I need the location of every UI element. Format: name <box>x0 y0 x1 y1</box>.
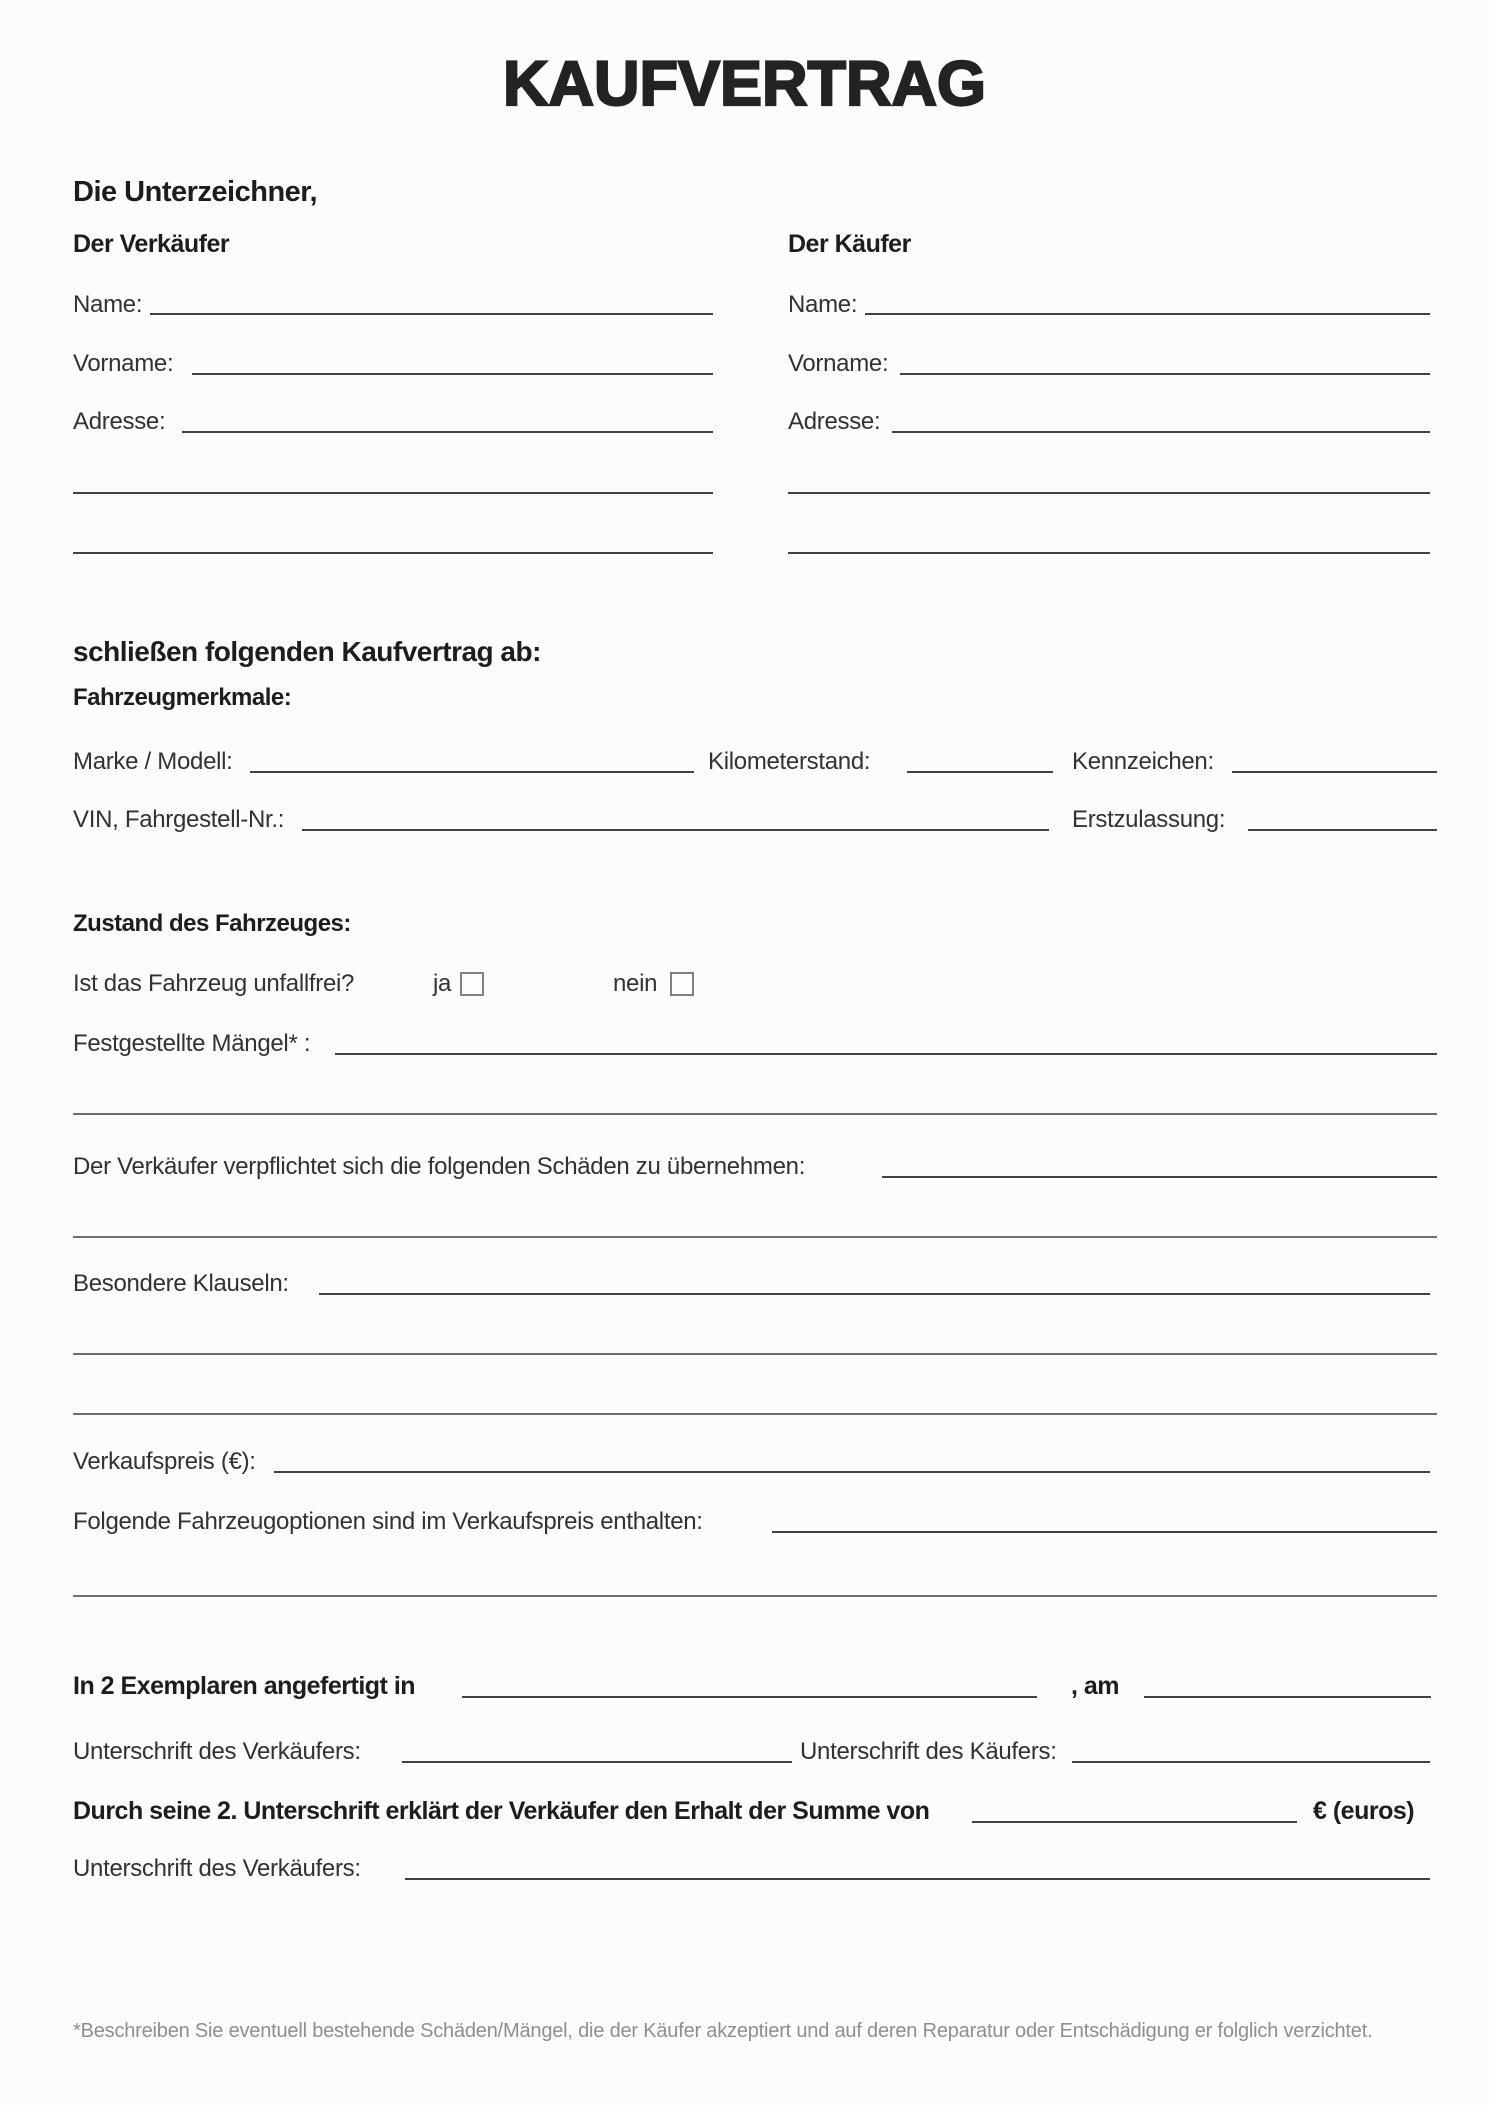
buyer-adresse-field-line2[interactable] <box>788 492 1430 494</box>
copies-label: In 2 Exemplaren angefertigt in <box>73 1672 416 1700</box>
accident-no-checkbox[interactable] <box>670 972 694 996</box>
defects-field-line2[interactable] <box>73 1113 1437 1115</box>
seller-vorname-label: Vorname: <box>73 350 174 377</box>
buyer-adresse-field[interactable] <box>892 431 1430 433</box>
vehicle-heading: Fahrzeugmerkmale: <box>73 684 292 711</box>
vin-label: VIN, Fahrgestell-Nr.: <box>73 806 285 833</box>
kilometerstand-field[interactable] <box>907 771 1053 773</box>
accident-question-label: Ist das Fahrzeug unfallfrei? <box>73 970 355 997</box>
buyer-vorname-field[interactable] <box>900 373 1430 375</box>
contract-heading: schließen folgenden Kaufvertrag ab: <box>73 636 541 667</box>
seller-adresse-field-line3[interactable] <box>73 552 713 554</box>
footnote: *Beschreiben Sie eventuell bestehende Schäden/Mängel, die der Käufer akzeptiert und auf deren Reparatur oder Entschädigung er folglich verzichtet. <box>73 2020 1373 2042</box>
erstzulassung-field[interactable] <box>1248 829 1437 831</box>
seller-signature-label: Unterschrift des Verkäufers: <box>73 1738 361 1765</box>
buyer-heading: Der Käufer <box>788 230 911 258</box>
kennzeichen-field[interactable] <box>1232 771 1437 773</box>
vin-field[interactable] <box>302 829 1049 831</box>
damages-field[interactable] <box>882 1176 1437 1178</box>
date-label: , am <box>1071 1672 1120 1700</box>
buyer-name-field[interactable] <box>865 313 1430 315</box>
buyer-signature-label: Unterschrift des Käufers: <box>800 1738 1057 1765</box>
seller-name-label: Name: <box>73 291 143 318</box>
kennzeichen-label: Kennzeichen: <box>1072 748 1214 775</box>
clauses-field-line3[interactable] <box>73 1413 1437 1415</box>
receipt-label: Durch seine 2. Unterschrift erklärt der Verkäufer den Erhalt der Summe von <box>73 1797 930 1825</box>
clauses-label: Besondere Klauseln: <box>73 1270 289 1297</box>
seller-name-field[interactable] <box>150 313 713 315</box>
clauses-field[interactable] <box>319 1293 1430 1295</box>
intro-heading: Die Unterzeichner, <box>73 176 318 208</box>
seller-vorname-field[interactable] <box>192 373 713 375</box>
accident-yes-checkbox[interactable] <box>460 972 484 996</box>
date-field[interactable] <box>1144 1696 1431 1698</box>
seller-adresse-label: Adresse: <box>73 408 166 435</box>
damages-label: Der Verkäufer verpflichtet sich die folgenden Schäden zu übernehmen: <box>73 1153 806 1180</box>
price-field[interactable] <box>274 1471 1430 1473</box>
marke-field[interactable] <box>250 771 694 773</box>
seller-signature2-label: Unterschrift des Verkäufers: <box>73 1855 361 1882</box>
clauses-field-line2[interactable] <box>73 1353 1437 1355</box>
buyer-vorname-label: Vorname: <box>788 350 889 377</box>
seller-signature2-field[interactable] <box>405 1878 1430 1880</box>
condition-heading: Zustand des Fahrzeuges: <box>73 910 351 937</box>
price-label: Verkaufspreis (€): <box>73 1448 256 1475</box>
page-title: KAUFVERTRAG <box>503 49 986 119</box>
defects-field[interactable] <box>335 1053 1437 1055</box>
defects-label: Festgestellte Mängel* : <box>73 1030 311 1057</box>
erstzulassung-label: Erstzulassung: <box>1072 806 1226 833</box>
marke-label: Marke / Modell: <box>73 748 233 775</box>
buyer-adresse-field-line3[interactable] <box>788 552 1430 554</box>
options-label: Folgende Fahrzeugoptionen sind im Verkaufspreis enthalten: <box>73 1508 703 1535</box>
accident-yes-label: ja <box>433 970 452 997</box>
buyer-name-label: Name: <box>788 291 858 318</box>
accident-no-label: nein <box>613 970 658 997</box>
options-field-line2[interactable] <box>73 1595 1437 1597</box>
options-field[interactable] <box>772 1531 1437 1533</box>
seller-heading: Der Verkäufer <box>73 230 230 258</box>
seller-adresse-field[interactable] <box>182 431 713 433</box>
buyer-adresse-label: Adresse: <box>788 408 881 435</box>
sum-field[interactable] <box>972 1821 1297 1823</box>
place-field[interactable] <box>462 1696 1037 1698</box>
buyer-signature-field[interactable] <box>1072 1761 1430 1763</box>
currency-label: € (euros) <box>1313 1797 1415 1825</box>
kilometerstand-label: Kilometerstand: <box>708 748 871 775</box>
seller-adresse-field-line2[interactable] <box>73 492 713 494</box>
damages-field-line2[interactable] <box>73 1236 1437 1238</box>
seller-signature-field[interactable] <box>402 1761 792 1763</box>
